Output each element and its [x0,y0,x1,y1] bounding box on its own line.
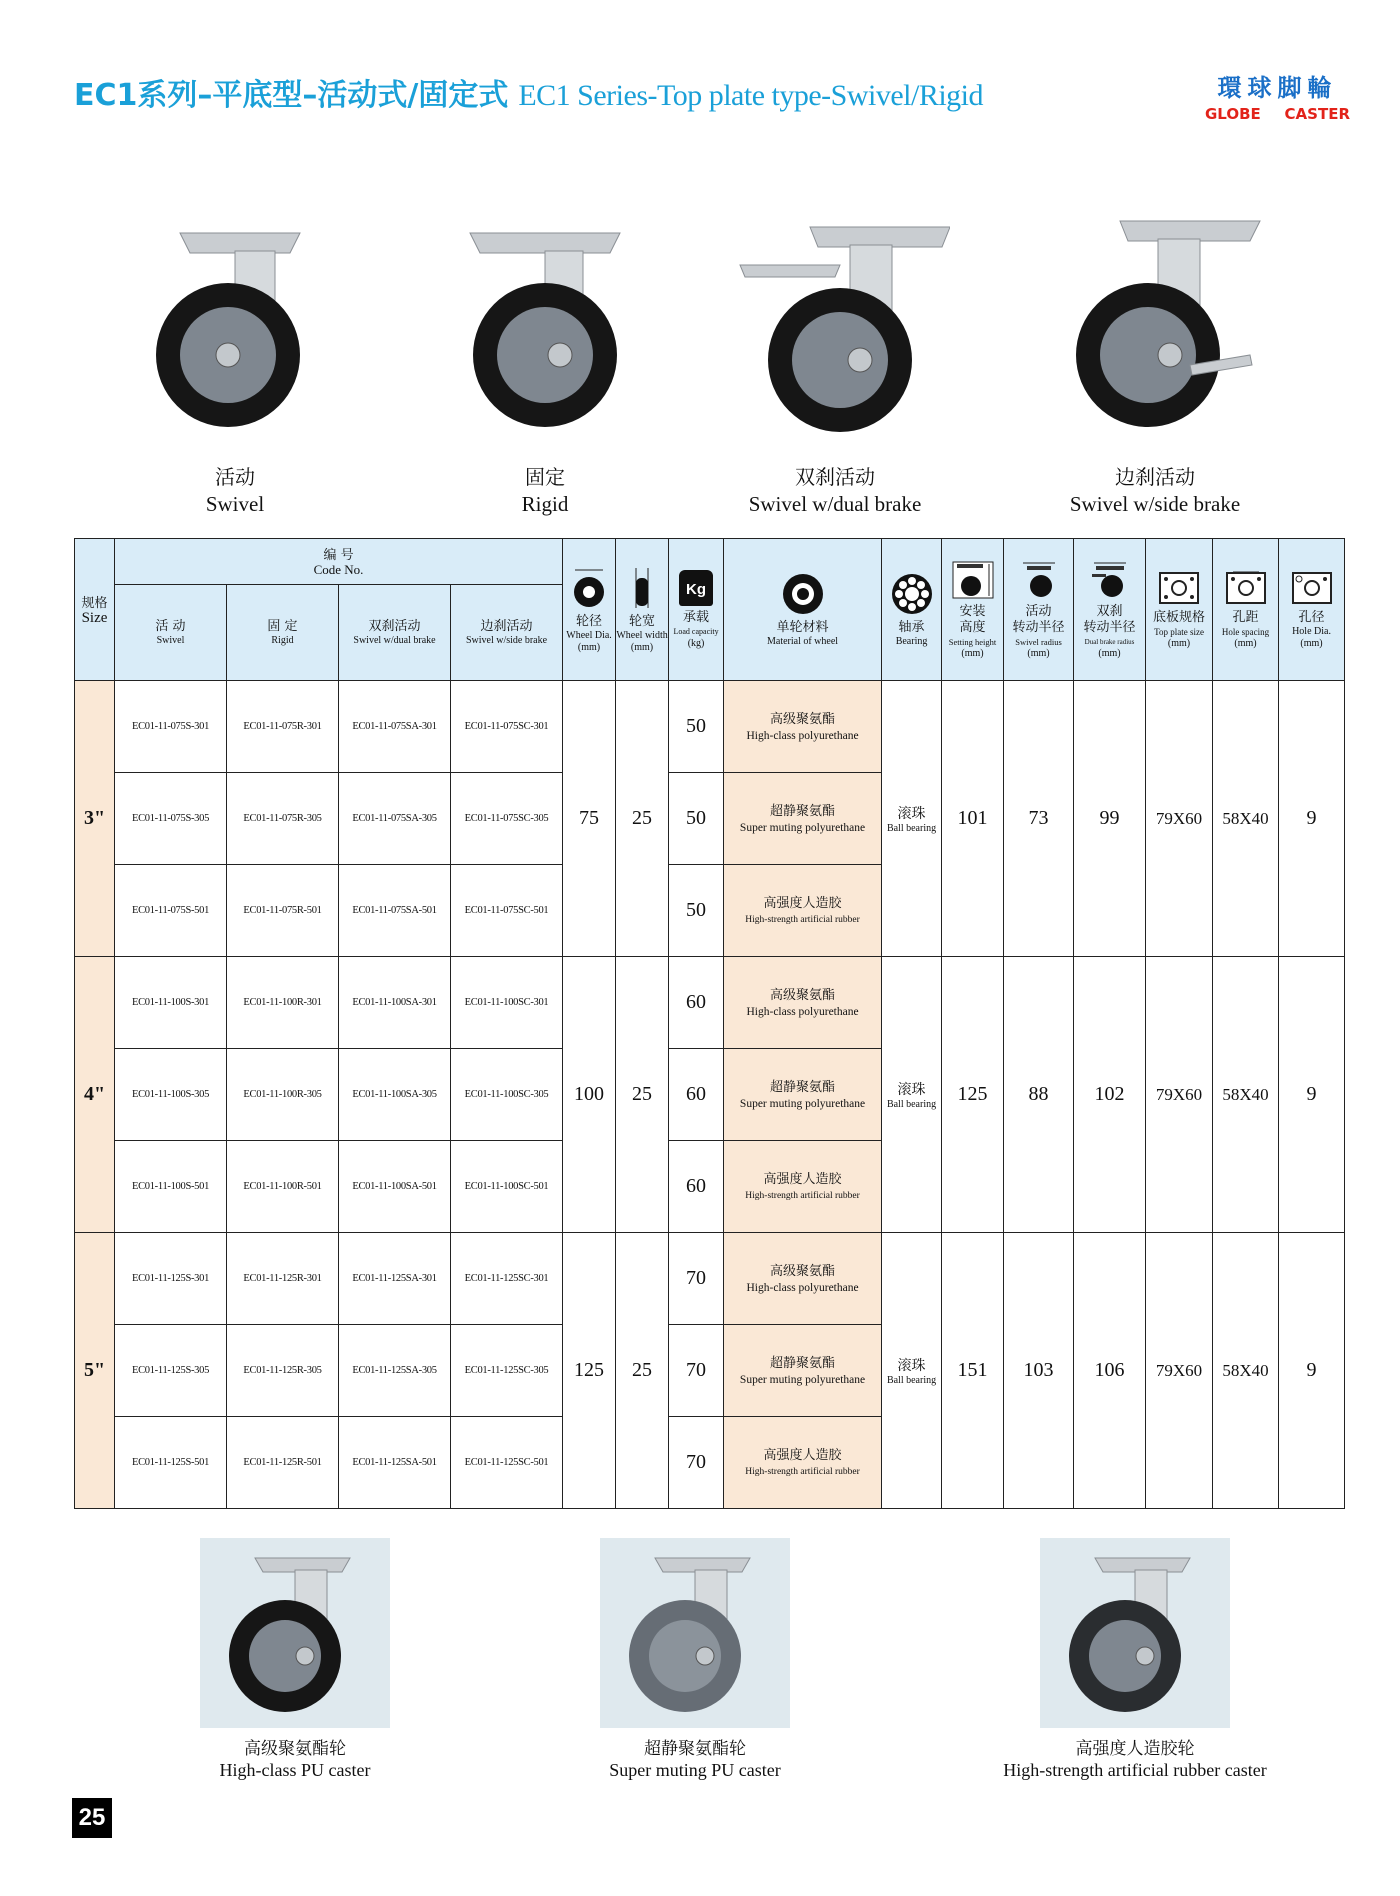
header-wheel-width: 轮宽 Wheel width (mm) [616,539,669,681]
material-cell [724,1049,882,1141]
spec-table-body [75,681,1345,1509]
code-rigid: EC01-11-075R-501 [227,865,339,957]
thumb-high-class-pu [180,1538,410,1781]
header-rigid: 固 定 Rigid [227,585,339,681]
material-en: Super muting polyurethane [739,1097,866,1110]
page-number: 25 [72,1798,112,1838]
code-swivel: EC01-11-100S-301 [115,957,227,1049]
code-swivel: EC01-11-075S-501 [115,865,227,957]
super-muting-pu-caster-image [600,1538,790,1728]
product-dual-brake [720,215,950,517]
wheel-width-icon [625,566,659,610]
hole-dia-cell: 9 [1279,957,1345,1233]
material-cn: 高强度人造胶 [763,895,842,911]
material-cn: 高级聚氨酯 [770,711,836,727]
thumb-1-cn: 高级聚氨酯轮 [244,1739,346,1759]
bearing-cell [882,681,942,957]
header-size: 规格 Size [75,539,115,681]
code-dual-brake: EC01-11-100SA-501 [339,1141,451,1233]
product-rigid [450,215,640,517]
header-load-capacity: Kg 承载 Load capacity (kg) [669,539,724,681]
header-top-plate: 底板规格 Top plate size (mm) [1146,539,1213,681]
code-side-brake: EC01-11-125SC-305 [451,1325,563,1417]
setting-height-cell: 151 [942,1233,1004,1509]
thumb-3-cn: 高强度人造胶轮 [1075,1739,1195,1759]
hole-spacing-cell: 58X40 [1213,957,1279,1233]
spec-table [74,538,1345,1509]
product-dual-brake-en: Swivel w/dual brake [748,492,922,516]
material-cell [724,865,882,957]
table-row [75,1233,1345,1325]
wheel-material-icon [781,572,825,616]
ball-bearing-icon [890,572,934,616]
code-swivel: EC01-11-125S-305 [115,1325,227,1417]
header-bearing: 轴承 Bearing [882,539,942,681]
code-rigid: EC01-11-075R-301 [227,681,339,773]
material-cn: 超静聚氨酯 [770,1079,836,1095]
load-capacity-cell: 50 [669,681,724,773]
dual-brake-radius-icon [1088,560,1132,600]
header-code-no: 编 号 Code No. [115,539,563,585]
logo-en [1205,105,1350,123]
header-swivel: 活 动 Swivel [115,585,227,681]
wheel-dia-cell: 75 [563,681,616,957]
top-plate-cell: 79X60 [1146,957,1213,1233]
wheel-width-cell: 25 [616,957,669,1233]
material-cn: 高级聚氨酯 [770,987,836,1003]
bearing-en: Ball bearing [886,1099,937,1110]
hole-spacing-cell: 58X40 [1213,681,1279,957]
dual-brake-radius-cell: 99 [1074,681,1146,957]
title-cn: EC1系列–平底型–活动式/固定式 [74,78,509,113]
code-side-brake: EC01-11-100SC-501 [451,1141,563,1233]
material-cell [724,957,882,1049]
code-rigid: EC01-11-100R-305 [227,1049,339,1141]
code-side-brake: EC01-11-075SC-301 [451,681,563,773]
header-hole-spacing: 孔距 Hole spacing (mm) [1213,539,1279,681]
logo-cn: 環球脚輪 [1217,74,1338,102]
material-cell [724,1141,882,1233]
code-dual-brake: EC01-11-100SA-305 [339,1049,451,1141]
header-side-brake: 边刹活动 Swivel w/side brake [451,585,563,681]
code-swivel: EC01-11-125S-501 [115,1417,227,1509]
code-dual-brake: EC01-11-125SA-305 [339,1325,451,1417]
logo-en-globe: GLOBE [1205,105,1261,123]
weight-icon: Kg [679,570,713,606]
swivel-caster-image [140,215,330,455]
table-row [75,681,1345,773]
setting-height-cell: 125 [942,957,1004,1233]
load-capacity-cell: 70 [669,1325,724,1417]
header-dual-brake: 双刹活动 Swivel w/dual brake [339,585,451,681]
load-capacity-cell: 50 [669,773,724,865]
setting-height-icon [951,560,995,600]
brand-logo [1205,68,1350,123]
header-swivel-radius: 活动 转动半径 Swivel radius (mm) [1004,539,1074,681]
dual-brake-radius-cell: 102 [1074,957,1146,1233]
header-wheel-dia: 轮径 Wheel Dia. (mm) [563,539,616,681]
code-dual-brake: EC01-11-125SA-301 [339,1233,451,1325]
material-en: High-class polyurethane [746,1005,859,1018]
setting-height-cell: 101 [942,681,1004,957]
code-rigid: EC01-11-125R-501 [227,1417,339,1509]
hole-spacing-cell: 58X40 [1213,1233,1279,1509]
code-rigid: EC01-11-100R-501 [227,1141,339,1233]
page-title [74,70,983,114]
material-en: Super muting polyurethane [739,1373,866,1386]
size-cell: 4" [75,957,115,1233]
code-dual-brake: EC01-11-075SA-305 [339,773,451,865]
top-plate-icon [1157,570,1201,606]
bearing-cell [882,1233,942,1509]
wheel-width-cell: 25 [616,681,669,957]
material-en: High-class polyurethane [746,729,859,742]
code-dual-brake: EC01-11-125SA-501 [339,1417,451,1509]
code-side-brake: EC01-11-125SC-501 [451,1417,563,1509]
swivel-radius-cell: 88 [1004,957,1074,1233]
product-dual-brake-cn: 双刹活动 [795,465,875,489]
product-swivel [140,215,330,517]
code-rigid: EC01-11-125R-305 [227,1325,339,1417]
bearing-cn: 滚珠 [897,806,926,822]
side-brake-caster-image [1040,215,1270,455]
logo-en-caster: CASTER [1284,105,1350,123]
product-rigid-en: Rigid [521,492,569,516]
wheel-width-cell: 25 [616,1233,669,1509]
material-cn: 超静聚氨酯 [770,803,836,819]
thumb-3-en: High-strength artificial rubber caster [1003,1760,1267,1780]
rubber-caster-image [1040,1538,1230,1728]
wheel-dia-cell: 100 [563,957,616,1233]
load-capacity-cell: 70 [669,1417,724,1509]
material-cell [724,1325,882,1417]
code-swivel: EC01-11-125S-301 [115,1233,227,1325]
product-swivel-en: Swivel [205,492,265,516]
product-side-brake-cn: 边刹活动 [1115,465,1195,489]
bearing-cell [882,957,942,1233]
material-cn: 高级聚氨酯 [770,1263,836,1279]
product-rigid-cn: 固定 [525,465,565,489]
hole-dia-cell: 9 [1279,681,1345,957]
code-side-brake: EC01-11-125SC-301 [451,1233,563,1325]
hole-dia-icon [1290,570,1334,606]
code-side-brake: EC01-11-075SC-501 [451,865,563,957]
swivel-radius-cell: 73 [1004,681,1074,957]
rigid-caster-image [450,215,640,455]
material-en: Super muting polyurethane [739,821,866,834]
thumb-2-cn: 超静聚氨酯轮 [644,1739,746,1759]
material-en: High-strength artificial rubber [745,1466,860,1477]
thumb-1-en: High-class PU caster [219,1760,371,1780]
product-side-brake [1040,215,1270,517]
product-swivel-cn: 活动 [215,465,255,489]
code-rigid: EC01-11-100R-301 [227,957,339,1049]
material-cell [724,1233,882,1325]
product-side-brake-en: Swivel w/side brake [1069,492,1241,516]
size-cell: 3" [75,681,115,957]
code-swivel: EC01-11-100S-501 [115,1141,227,1233]
load-capacity-cell: 60 [669,1049,724,1141]
hole-dia-cell: 9 [1279,1233,1345,1509]
thumb-super-muting-pu [580,1538,810,1781]
thumb-2-en: Super muting PU caster [609,1760,781,1780]
table-row [75,957,1345,1049]
header-setting-height: 安装 高度 Setting height (mm) [942,539,1004,681]
material-cell [724,773,882,865]
wheel-dia-cell: 125 [563,1233,616,1509]
thumb-high-strength-rubber [1000,1538,1270,1781]
material-cn: 高强度人造胶 [763,1447,842,1463]
swivel-radius-cell: 103 [1004,1233,1074,1509]
code-swivel: EC01-11-075S-305 [115,773,227,865]
dual-brake-radius-cell: 106 [1074,1233,1146,1509]
size-cell: 5" [75,1233,115,1509]
material-cell [724,681,882,773]
bearing-en: Ball bearing [886,823,937,834]
code-side-brake: EC01-11-100SC-301 [451,957,563,1049]
header-dual-brake-radius: 双刹 转动半径 Dual brake radius (mm) [1074,539,1146,681]
hole-spacing-icon [1224,570,1268,606]
load-capacity-cell: 60 [669,957,724,1049]
high-class-pu-caster-image [200,1538,390,1728]
material-cn: 高强度人造胶 [763,1171,842,1187]
bearing-cn: 滚珠 [897,1358,926,1374]
code-side-brake: EC01-11-075SC-305 [451,773,563,865]
swivel-radius-icon [1017,560,1061,600]
top-plate-cell: 79X60 [1146,1233,1213,1509]
material-en: High-class polyurethane [746,1281,859,1294]
header-hole-dia: 孔径 Hole Dia. (mm) [1279,539,1345,681]
material-en: High-strength artificial rubber [745,914,860,925]
load-capacity-cell: 50 [669,865,724,957]
top-plate-cell: 79X60 [1146,681,1213,957]
load-capacity-cell: 70 [669,1233,724,1325]
load-capacity-cell: 60 [669,1141,724,1233]
code-side-brake: EC01-11-100SC-305 [451,1049,563,1141]
code-dual-brake: EC01-11-100SA-301 [339,957,451,1049]
code-rigid: EC01-11-075R-305 [227,773,339,865]
material-en: High-strength artificial rubber [745,1190,860,1201]
bearing-cn: 滚珠 [897,1082,926,1098]
header-material: 单轮材料 Material of wheel [724,539,882,681]
code-dual-brake: EC01-11-075SA-301 [339,681,451,773]
code-swivel: EC01-11-100S-305 [115,1049,227,1141]
material-cn: 超静聚氨酯 [770,1355,836,1371]
code-swivel: EC01-11-075S-301 [115,681,227,773]
title-en: EC1 Series-Top plate type-Swivel/Rigid [518,79,984,112]
code-dual-brake: EC01-11-075SA-501 [339,865,451,957]
code-rigid: EC01-11-125R-301 [227,1233,339,1325]
dual-brake-caster-image [720,215,950,455]
wheel-dia-icon [572,566,606,610]
bearing-en: Ball bearing [886,1375,937,1386]
material-cell [724,1417,882,1509]
